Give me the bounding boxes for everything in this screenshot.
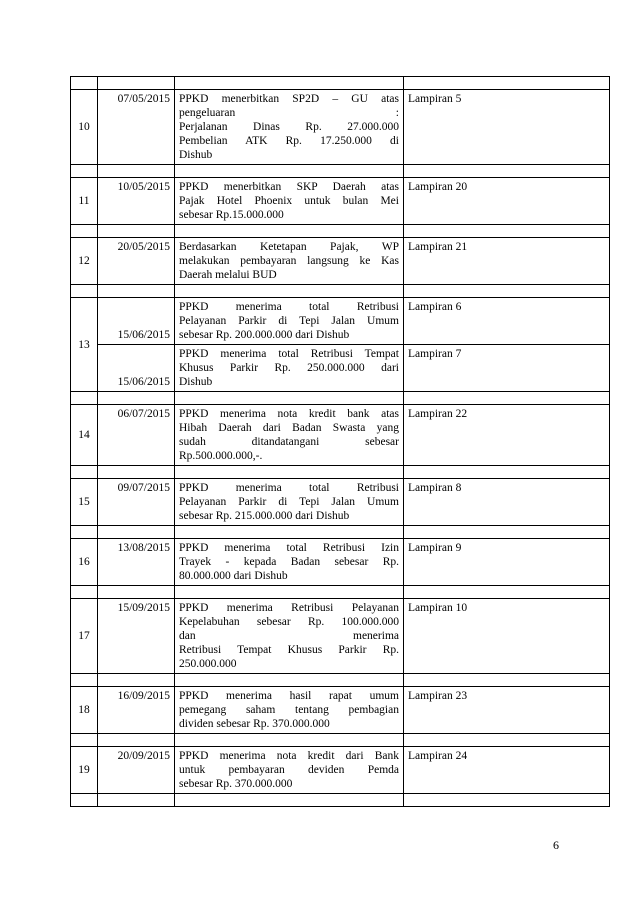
empty-cell (71, 165, 98, 178)
transaction-description (175, 345, 404, 392)
transaction-date: 09/07/2015 (98, 479, 175, 526)
row-number: 12 (71, 238, 98, 285)
empty-cell (98, 794, 175, 807)
description-line: Dishub (179, 149, 213, 161)
transaction-date: 15/06/2015 (98, 298, 175, 345)
table-row (71, 405, 610, 466)
empty-cell (98, 77, 175, 90)
empty-cell (175, 734, 404, 747)
row-number: 15 (71, 479, 98, 526)
description-line: 250.000.000 (179, 658, 237, 670)
empty-cell (404, 285, 610, 298)
attachment-reference: Lampiran 5 (404, 90, 610, 165)
description-line: PPKD menerima total Retribusi Tempat (179, 348, 399, 360)
empty-cell (175, 674, 404, 687)
empty-cell (98, 165, 175, 178)
row-number: 17 (71, 599, 98, 674)
transaction-date: 15/06/2015 (98, 345, 175, 392)
description-line: Berdasarkan Ketetapan Pajak, WP (179, 241, 399, 253)
empty-cell (71, 225, 98, 238)
empty-cell (71, 466, 98, 479)
empty-cell (175, 526, 404, 539)
transaction-description (175, 178, 404, 225)
empty-cell (404, 466, 610, 479)
separator-row (71, 794, 610, 807)
row-number: 14 (71, 405, 98, 466)
empty-cell (175, 285, 404, 298)
empty-cell (98, 285, 175, 298)
journal-table-body (71, 77, 610, 807)
description-line: pemegang saham tentang pembagian (179, 704, 399, 716)
transaction-date: 16/09/2015 (98, 687, 175, 734)
empty-cell (404, 586, 610, 599)
transaction-description (175, 599, 404, 674)
separator-row (71, 734, 610, 747)
empty-cell (404, 165, 610, 178)
empty-cell (404, 392, 610, 405)
empty-cell (98, 674, 175, 687)
row-number: 11 (71, 178, 98, 225)
table-row (71, 599, 610, 674)
description-line: PPKD menerima nota kredit bank atas (179, 408, 399, 420)
empty-cell (71, 794, 98, 807)
description-line: PPKD menerbitkan SP2D – GU atas (179, 93, 399, 105)
empty-cell (175, 77, 404, 90)
empty-cell (98, 466, 175, 479)
attachment-reference: Lampiran 20 (404, 178, 610, 225)
description-line: sebesar Rp.15.000.000 (179, 209, 284, 221)
transaction-description (175, 405, 404, 466)
empty-cell (404, 225, 610, 238)
empty-cell (71, 526, 98, 539)
transaction-description (175, 687, 404, 734)
attachment-reference: Lampiran 8 (404, 479, 610, 526)
description-line: Trayek - kepada Badan sebesar Rp. (179, 556, 399, 568)
row-number: 16 (71, 539, 98, 586)
description-line: dividen sebesar Rp. 370.000.000 (179, 718, 330, 730)
description-line: Retribusi Tempat Khusus Parkir Rp. (179, 644, 399, 656)
row-number: 13 (71, 298, 98, 392)
attachment-reference: Lampiran 6 (404, 298, 610, 345)
table-row (71, 687, 610, 734)
transaction-description (175, 747, 404, 794)
table-row (71, 539, 610, 586)
description-line: 80.000.000 dari Dishub (179, 570, 288, 582)
separator-row (71, 225, 610, 238)
empty-cell (404, 734, 610, 747)
empty-cell (404, 77, 610, 90)
description-line: dan menerima (179, 630, 399, 642)
empty-cell (404, 674, 610, 687)
separator-row (71, 77, 610, 90)
table-row (71, 479, 610, 526)
description-line: Perjalanan Dinas Rp. 27.000.000 (179, 121, 399, 133)
transaction-date: 15/09/2015 (98, 599, 175, 674)
empty-cell (71, 77, 98, 90)
attachment-reference: Lampiran 22 (404, 405, 610, 466)
row-number: 19 (71, 747, 98, 794)
attachment-reference: Lampiran 21 (404, 238, 610, 285)
row-number: 18 (71, 687, 98, 734)
table-row (71, 345, 610, 392)
attachment-reference: Lampiran 24 (404, 747, 610, 794)
description-line: pengeluaran : (179, 107, 399, 119)
transaction-date: 10/05/2015 (98, 178, 175, 225)
transaction-description (175, 238, 404, 285)
empty-cell (175, 586, 404, 599)
description-line: sudah ditandatangani sebesar (179, 436, 399, 448)
empty-cell (71, 734, 98, 747)
transaction-description (175, 539, 404, 586)
empty-cell (404, 526, 610, 539)
description-line: sebesar Rp. 200.000.000 dari Dishub (179, 329, 350, 341)
transaction-description (175, 90, 404, 165)
separator-row (71, 674, 610, 687)
description-line: PPKD menerima Retribusi Pelayanan (179, 602, 399, 614)
description-line: melakukan pembayaran langsung ke Kas (179, 255, 399, 267)
description-line: Khusus Parkir Rp. 250.000.000 dari (179, 362, 399, 374)
empty-cell (175, 392, 404, 405)
page-number: 6 (553, 838, 559, 852)
description-line: PPKD menerbitkan SKP Daerah atas (179, 181, 399, 193)
description-line: Pelayanan Parkir di Tepi Jalan Umum (179, 496, 399, 508)
description-line: PPKD menerima total Retribusi (179, 301, 399, 313)
empty-cell (98, 225, 175, 238)
separator-row (71, 285, 610, 298)
empty-cell (71, 285, 98, 298)
empty-cell (98, 734, 175, 747)
transaction-description (175, 298, 404, 345)
description-line: PPKD menerima total Retribusi Izin (179, 542, 399, 554)
transaction-date: 20/05/2015 (98, 238, 175, 285)
attachment-reference: Lampiran 7 (404, 345, 610, 392)
description-line: Dishub (179, 376, 213, 388)
empty-cell (404, 794, 610, 807)
table-row (71, 298, 610, 345)
separator-row (71, 586, 610, 599)
separator-row (71, 392, 610, 405)
attachment-reference: Lampiran 23 (404, 687, 610, 734)
empty-cell (71, 392, 98, 405)
description-line: PPKD menerima total Retribusi (179, 482, 399, 494)
empty-cell (175, 794, 404, 807)
row-number: 10 (71, 90, 98, 165)
empty-cell (71, 586, 98, 599)
transaction-date: 20/09/2015 (98, 747, 175, 794)
description-line: PPKD menerima hasil rapat umum (179, 690, 399, 702)
table-row (71, 178, 610, 225)
description-line: PPKD menerima nota kredit dari Bank (179, 750, 399, 762)
table-row (71, 90, 610, 165)
empty-cell (175, 225, 404, 238)
description-line: Pembelian ATK Rp. 17.250.000 di (179, 135, 399, 147)
attachment-reference: Lampiran 9 (404, 539, 610, 586)
empty-cell (98, 392, 175, 405)
empty-cell (98, 526, 175, 539)
description-line: sebesar Rp. 215.000.000 dari Dishub (179, 510, 350, 522)
description-line: Daerah melalui BUD (179, 269, 277, 281)
journal-table (70, 76, 610, 807)
transaction-description (175, 479, 404, 526)
separator-row (71, 466, 610, 479)
description-line: Hibah Daerah dari Badan Swasta yang (179, 422, 399, 434)
table-row (71, 747, 610, 794)
empty-cell (175, 466, 404, 479)
empty-cell (175, 165, 404, 178)
transaction-date: 13/08/2015 (98, 539, 175, 586)
transaction-date: 07/05/2015 (98, 90, 175, 165)
description-line: Pajak Hotel Phoenix untuk bulan Mei (179, 195, 399, 207)
description-line: Rp.500.000.000,-. (179, 450, 263, 462)
table-row (71, 238, 610, 285)
separator-row (71, 526, 610, 539)
attachment-reference: Lampiran 10 (404, 599, 610, 674)
transaction-date: 06/07/2015 (98, 405, 175, 466)
description-line: untuk pembayaran deviden Pemda (179, 764, 399, 776)
description-line: Kepelabuhan sebesar Rp. 100.000.000 (179, 616, 399, 628)
empty-cell (71, 674, 98, 687)
empty-cell (98, 586, 175, 599)
description-line: Pelayanan Parkir di Tepi Jalan Umum (179, 315, 399, 327)
description-line: sebesar Rp. 370.000.000 (179, 778, 293, 790)
separator-row (71, 165, 610, 178)
